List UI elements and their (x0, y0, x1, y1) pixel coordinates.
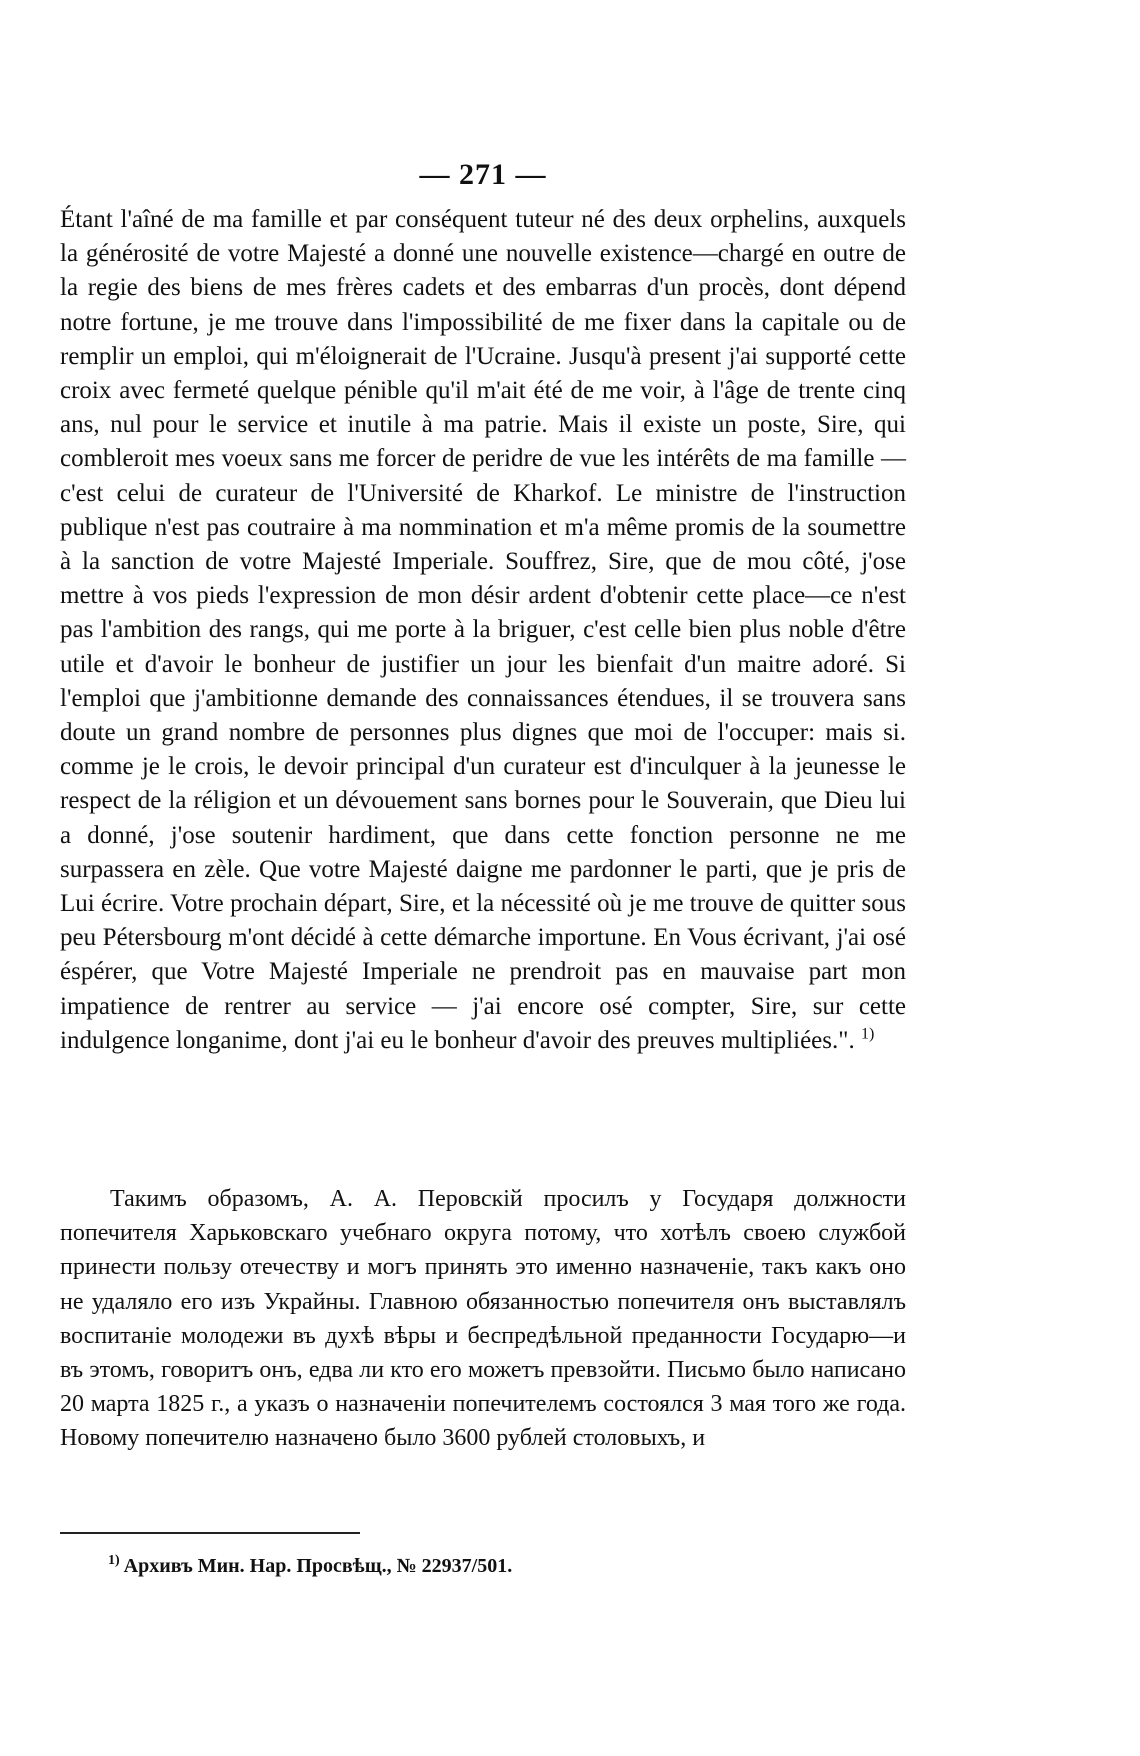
document-page (60, 0, 906, 1756)
footnote-divider (60, 1532, 360, 1534)
footnote-reference: 1) (860, 1025, 875, 1043)
page-number: — 271 — (419, 158, 547, 191)
french-letter-paragraph (60, 203, 906, 1058)
footnote-mark: 1) (108, 1553, 120, 1569)
footnote-text: Архивъ Мин. Нар. Просвѣщ., № 22937/501. (123, 1555, 513, 1577)
french-letter-text: Étant l'aîné de ma famille et par conséquent tuteur né des deux orphelins, auxquels la générosité de votre Majesté a donné une nouvelle existence—chargé en outre de la regie des biens de mes frères cadets et des embarras d'un procès, dont dépend notre fortune, je me trouve dans l'impossibilité de me fixer dans la capitale ou de remplir un emploi, qui m'éloignerait de l'Ucraine. Jusqu'à present j'ai supporté cette croix avec fermeté quelque pénible qu'il m'ait été de me voir, à l'âge de trente cinq ans, nul pour le service et inutile à ma patrie. Mais il existe un poste, Sire, qui combleroit mes voeux sans me forcer de peridre de vue les intérêts de ma famille — c'est celui de curateur de l'Université de Kharkof. Le ministre de l'instruction publique n'est pas coutraire à ma nommination et m'a même promis de la soumettre à la sanction de votre Majesté Imperiale. Souffrez, Sire, que de mou côté, j'ose mettre à vos pieds l'expression de mon désir ardent d'obtenir cette place—ce n'est pas l'ambition des rangs, qui me porte à la briguer, c'est celle bien plus noble d'être utile et d'avoir le bonheur de justifier un jour les bienfait d'un maitre adoré. Si l'emploi que j'ambitionne demande des connaissances étendues, il se trouvera sans doute un grand nombre de personnes plus dignes que moi de l'occuper: mais si. comme je le crois, le devoir principal d'un curateur est d'inculquer à la jeunesse le respect de la réligion et un dévouement sans bornes pour le Souverain, que Dieu lui a donné, j'ose soutenir hardiment, que dans cette fonction personne ne me surpassera en zèle. Que votre Majesté daigne me pardonner le parti, que je pris de Lui écrire. Votre prochain départ, Sire, et la nécessité où je me trouve de quitter sous peu Pétersbourg m'ont décidé à cette démarche importune. En Vous écrivant, j'ai osé éspérer, que Votre Majesté Imperiale ne prendroit pas en mauvaise part mon impatience de rentrer au service — j'ai encore osé compter, Sire, sur cette indulgence longanime, dont j'ai eu le bonheur d'avoir des preuves multipliées.". (60, 206, 906, 1054)
footnote (108, 1552, 868, 1580)
russian-commentary-paragraph: Такимъ образомъ, А. А. Перовскій просилъ у Государя должности попечителя Харьковскаго учебнаго округа потому, что хотѣлъ своею службой принести пользу отечеству и могъ принять это именно назначеніе, такъ какъ оно не удаляло его изъ Украйны. Главною обязанностью попечителя онъ выставлялъ воспитаніе молодежи въ духѣ вѣры и беспредѣльной преданности Государю—и въ этомъ, говоритъ онъ, едва ли кто его можетъ превзойти. Письмо было написано 20 марта 1825 г., а указъ о назначеніи попечителемъ состоялся 3 мая того же года. Новому попечителю назначено было 3600 рублей столовыхъ, и (60, 1186, 906, 1452)
